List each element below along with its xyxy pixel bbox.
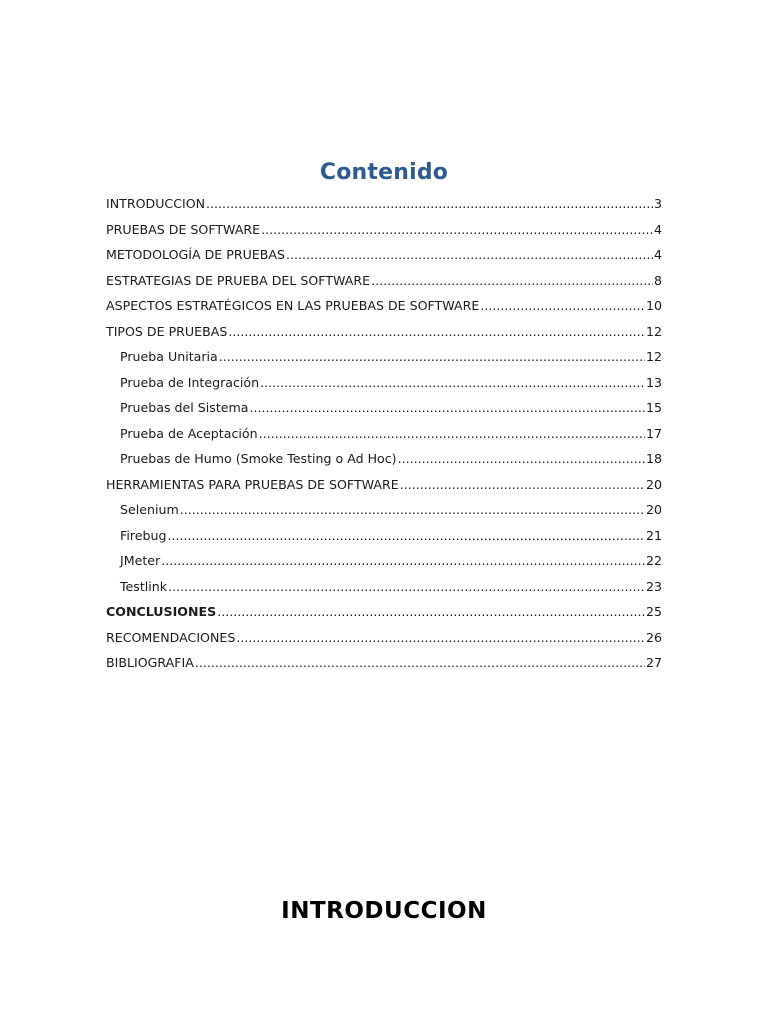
toc-entry-label: RECOMENDACIONES	[106, 629, 236, 645]
toc-dot-leader	[261, 217, 653, 243]
toc-dot-leader	[286, 242, 653, 268]
toc-entry[interactable]	[106, 548, 662, 574]
toc-entry-page-number: 20	[645, 476, 662, 492]
toc-entry-page-number: 12	[645, 349, 662, 364]
toc-entry-page-number: 15	[645, 400, 662, 415]
toc-dot-leader	[219, 344, 645, 370]
toc-entry-label: ASPECTOS ESTRATÉGICOS EN LAS PRUEBAS DE SOFTWARE	[106, 298, 480, 313]
toc-entry-page-number: 4	[653, 221, 662, 237]
toc-entry-page-number: 23	[645, 578, 662, 594]
toc-entry-page-number: 21	[645, 527, 662, 543]
toc-entry-page-number: 20	[645, 502, 662, 517]
toc-entry[interactable]	[106, 497, 662, 523]
toc-entry-label: JMeter	[120, 553, 161, 568]
toc-entry-label: CONCLUSIONES	[106, 604, 217, 619]
toc-entry-page-number: 26	[645, 629, 662, 645]
toc-title: Contenido	[319, 160, 449, 185]
toc-entry-page-number: 3	[653, 196, 662, 211]
toc-entry-page-number: 8	[653, 272, 662, 288]
toc-entry[interactable]	[106, 421, 662, 447]
toc-entry[interactable]	[106, 574, 662, 600]
toc-entry[interactable]	[106, 242, 662, 268]
toc-entry-page-number: 27	[645, 655, 662, 670]
toc-dot-leader	[259, 421, 645, 447]
toc-entry[interactable]	[106, 370, 662, 396]
toc-dot-leader	[400, 472, 645, 498]
toc-entry-label: ESTRATEGIAS DE PRUEBA DEL SOFTWARE	[106, 272, 371, 288]
toc-entry[interactable]	[106, 268, 662, 294]
toc-entry-label: Pruebas del Sistema	[120, 400, 249, 415]
toc-dot-leader	[236, 625, 645, 651]
toc-entry-page-number: 25	[645, 604, 662, 619]
toc-entry-label: INTRODUCCION	[106, 196, 206, 211]
toc-entry[interactable]	[106, 446, 662, 472]
toc-entry[interactable]	[106, 523, 662, 549]
toc-dot-leader	[161, 548, 645, 574]
toc-entry-page-number: 12	[645, 323, 662, 339]
toc-dot-leader	[398, 446, 645, 472]
toc-entry-page-number: 22	[645, 553, 662, 568]
toc-dot-leader	[260, 370, 645, 396]
toc-entry-page-number: 13	[645, 374, 662, 390]
toc-entry-label: Firebug	[120, 527, 167, 543]
toc-entry[interactable]	[106, 293, 662, 319]
toc-entry[interactable]	[106, 395, 662, 421]
toc-entry-label: Selenium	[120, 502, 179, 517]
toc-dot-leader	[180, 497, 645, 523]
toc-entry-page-number: 10	[645, 298, 662, 313]
table-of-contents	[106, 191, 662, 676]
toc-dot-leader	[167, 523, 645, 549]
toc-dot-leader	[195, 650, 645, 676]
toc-entry-label: Testlink	[120, 578, 168, 594]
toc-entry-label: PRUEBAS DE SOFTWARE	[106, 221, 261, 237]
toc-dot-leader	[228, 319, 645, 345]
toc-dot-leader	[250, 395, 645, 421]
toc-entry[interactable]	[106, 599, 662, 625]
toc-entry[interactable]	[106, 191, 662, 217]
toc-entry-label: HERRAMIENTAS PARA PRUEBAS DE SOFTWARE	[106, 476, 399, 492]
toc-dot-leader	[480, 293, 645, 319]
toc-entry-label: TIPOS DE PRUEBAS	[106, 323, 228, 339]
toc-entry-label: METODOLOGÍA DE PRUEBAS	[106, 247, 286, 262]
toc-entry-label: Prueba Unitaria	[120, 349, 218, 364]
toc-entry[interactable]	[106, 217, 662, 243]
toc-entry-label: Prueba de Aceptación	[120, 425, 258, 441]
toc-entry-page-number: 18	[645, 451, 662, 466]
toc-dot-leader	[371, 268, 653, 294]
toc-dot-leader	[206, 191, 653, 217]
toc-dot-leader	[168, 574, 645, 600]
toc-entry-page-number: 4	[653, 247, 662, 262]
toc-entry-page-number: 17	[645, 425, 662, 441]
toc-entry[interactable]	[106, 625, 662, 651]
toc-dot-leader	[217, 599, 645, 625]
toc-entry[interactable]	[106, 650, 662, 676]
toc-entry-label: Prueba de Integración	[120, 374, 260, 390]
toc-entry[interactable]	[106, 344, 662, 370]
toc-entry-label: Pruebas de Humo (Smoke Testing o Ad Hoc)	[120, 451, 397, 466]
toc-entry[interactable]	[106, 319, 662, 345]
toc-entry-label: BIBLIOGRAFIA	[106, 655, 194, 670]
section-heading: INTRODUCCION	[281, 898, 487, 924]
toc-entry[interactable]	[106, 472, 662, 498]
